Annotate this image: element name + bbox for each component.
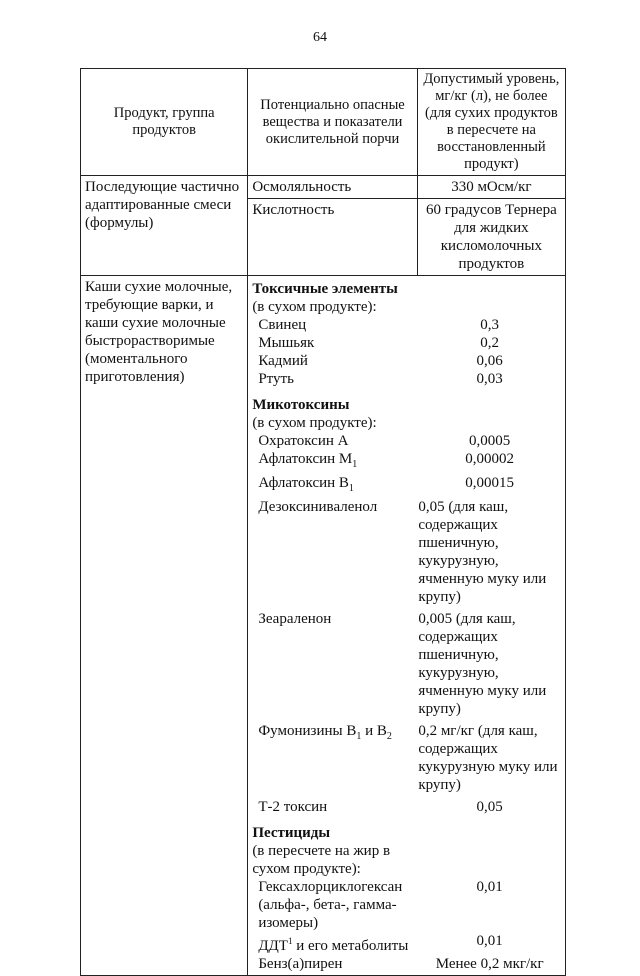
list-item: Гексахлорциклогексан (альфа-, бета-, гамма-изомеры) 0,01: [258, 879, 503, 931]
table-row: [81, 176, 566, 199]
toxic-list: [252, 316, 561, 388]
product-cell: Каши сухие молочные, требующие варки, и каши сухие молочные быстрорастворимые (моментального приготовления): [81, 276, 248, 976]
product-cell: Последующие частично адаптированные смеси (формулы): [81, 176, 248, 276]
myco-subtitle: (в сухом продукте):: [252, 415, 377, 431]
substance-cell: Кислотность: [248, 199, 417, 276]
list-item: Мышьяк 0,2: [258, 335, 500, 351]
header-substances: Потенциально опасные вещества и показатели окислительной порчи: [248, 69, 417, 176]
list-item: ДДТ$^1$ и его метаболиты 0,01: [258, 933, 503, 954]
list-item: Т-2 токсин 0,05: [258, 799, 503, 815]
list-item: Дезоксиниваленол 0,05 (для каш, содержащих пшеничную, кукурузную, ячменную муку или крупу): [258, 499, 547, 605]
list-item: Охратоксин А 0,0005: [258, 433, 511, 449]
list-item: Бенз(а)пирен Менее 0,2 мкг/кг: [258, 956, 544, 972]
list-item: Свинец 0,3: [258, 317, 500, 333]
toxic-subtitle: (в сухом продукте):: [252, 299, 377, 315]
level-cell: 330 мОсм/кг: [417, 176, 565, 199]
list-item: Ртуть 0,03: [258, 371, 503, 387]
level-cell: 60 градусов Тернера для жидких кисломолочных продуктов: [417, 199, 565, 276]
pest-subtitle: (в пересчете на жир в сухом продукте):: [252, 843, 391, 877]
toxic-title: Токсичные элементы: [252, 281, 398, 297]
substance-cell: Осмоляльность: [248, 176, 417, 199]
list-item: Фумонизины $В_1$ и $В_2$ 0,2 мг/кг (для каш, содержащих кукурузную муку или крупу): [258, 723, 558, 793]
page-number: 64: [313, 30, 327, 45]
pest-title: Пестициды: [252, 825, 331, 841]
list-item: Афлатоксин $М_1$ 0,00002: [258, 451, 515, 470]
list-item: Зеараленон 0,005 (для каш, содержащих пшеничную, кукурузную, ячменную муку или крупу): [258, 611, 547, 717]
table-header-row: [81, 69, 566, 176]
myco-title: Микотоксины: [252, 397, 350, 413]
contaminants-table: [80, 68, 566, 976]
list-item: Афлатоксин $В_1$ 0,00015: [258, 475, 515, 494]
header-product: Продукт, группа продуктов: [81, 69, 248, 176]
table-row: [81, 276, 566, 976]
list-item: Кадмий 0,06: [258, 353, 503, 369]
header-level: Допустимый уровень, мг/кг (л), не более (для сухих продуктов в пересчете на восстановленный продукт): [417, 69, 565, 176]
substances-block: [248, 276, 566, 976]
